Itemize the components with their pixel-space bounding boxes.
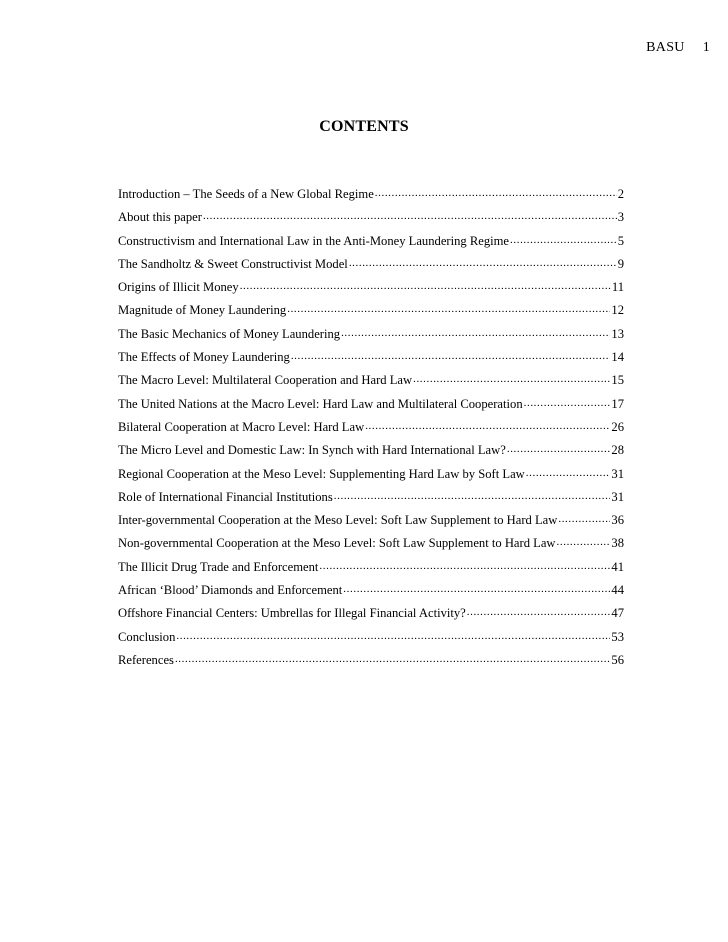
toc-dot-leader (526, 461, 611, 485)
toc-entry[interactable] (118, 626, 624, 649)
toc-entry-title: The United Nations at the Macro Level: Hard Law and Multilateral Cooperation (118, 396, 523, 411)
toc-entry-title: Introduction – The Seeds of a New Global Regime (118, 187, 374, 201)
toc-entry[interactable] (118, 556, 624, 579)
toc-entry-page-number: 9 (617, 256, 624, 271)
toc-entry[interactable] (118, 439, 624, 462)
running-title: BASU (646, 40, 685, 55)
toc-entry-page-number: 17 (611, 396, 624, 411)
toc-entry-title: The Illicit Drug Trade and Enforcement (118, 559, 319, 574)
toc-entry-page-number: 11 (611, 280, 624, 295)
contents-heading: CONTENTS (319, 118, 409, 135)
toc-entry-title: References (118, 652, 174, 667)
toc-entry-title: Origins of Illicit Money (118, 280, 239, 295)
toc-entry-title: The Micro Level and Domestic Law: In Synch with Hard International Law? (118, 443, 506, 458)
toc-dot-leader (176, 624, 610, 648)
toc-dot-leader (291, 344, 611, 368)
toc-entry[interactable] (118, 532, 624, 555)
toc-entry-page-number: 53 (611, 629, 624, 644)
toc-dot-leader (334, 484, 611, 508)
toc-entry[interactable] (118, 206, 624, 229)
toc-dot-leader (507, 437, 611, 461)
toc-entry[interactable] (118, 509, 624, 532)
running-header (646, 40, 710, 56)
toc-entry-page-number: 13 (611, 326, 624, 341)
toc-entry-title: Role of International Financial Institutions (118, 489, 333, 504)
toc-dot-leader (341, 321, 610, 345)
toc-entry-page-number: 47 (611, 606, 624, 621)
toc-dot-leader (240, 274, 611, 298)
toc-entry[interactable] (118, 369, 624, 392)
page-number: 1 (702, 40, 710, 55)
toc-entry-page-number: 31 (611, 489, 624, 504)
table-of-contents (118, 183, 624, 672)
toc-entry-title: The Macro Level: Multilateral Cooperation and Hard Law (118, 373, 413, 388)
toc-entry[interactable] (118, 183, 624, 206)
toc-entry-page-number: 56 (611, 652, 624, 667)
toc-entry[interactable] (118, 602, 624, 625)
toc-dot-leader (349, 251, 617, 275)
toc-dot-leader (375, 181, 617, 205)
toc-entry-page-number: 41 (611, 559, 624, 574)
toc-entry[interactable] (118, 276, 624, 299)
toc-entry-title: The Basic Mechanics of Money Laundering (118, 326, 341, 341)
toc-entry-page-number: 5 (617, 233, 624, 248)
toc-entry[interactable] (118, 416, 624, 439)
toc-entry-page-number: 14 (611, 350, 624, 365)
toc-dot-leader (203, 204, 617, 228)
toc-dot-leader (365, 414, 610, 438)
toc-entry-page-number: 26 (611, 419, 624, 434)
toc-dot-leader (510, 228, 617, 252)
toc-dot-leader (558, 507, 610, 531)
toc-entry-title: Inter-governmental Cooperation at the Meso Level: Soft Law Supplement to Hard Law (118, 513, 558, 528)
toc-dot-leader (343, 577, 610, 601)
toc-entry[interactable] (118, 253, 624, 276)
toc-entry-title: Bilateral Cooperation at Macro Level: Hard Law (118, 419, 365, 434)
toc-entry[interactable] (118, 486, 624, 509)
toc-entry-title: About this paper (118, 210, 202, 225)
toc-entry-title: Non-governmental Cooperation at the Meso Level: Soft Law Supplement to Hard Law (118, 536, 556, 551)
toc-dot-leader (319, 554, 610, 578)
toc-entry-title: The Sandholtz & Sweet Constructivist Model (118, 256, 348, 271)
toc-entry-page-number: 28 (611, 443, 624, 458)
toc-entry-title: Regional Cooperation at the Meso Level: Supplementing Hard Law by Soft Law (118, 466, 525, 481)
toc-entry-page-number: 31 (611, 466, 624, 481)
toc-dot-leader (557, 530, 611, 554)
toc-entry[interactable] (118, 393, 624, 416)
toc-dot-leader (175, 647, 610, 671)
toc-entry[interactable] (118, 299, 624, 322)
toc-entry-page-number: 36 (611, 513, 624, 528)
toc-dot-leader (287, 297, 610, 321)
toc-entry-title: Conclusion (118, 629, 176, 644)
toc-dot-leader (467, 600, 611, 624)
toc-dot-leader (413, 367, 610, 391)
toc-entry[interactable] (118, 346, 624, 369)
toc-entry-page-number: 2 (617, 187, 624, 201)
toc-entry-page-number: 12 (611, 303, 624, 318)
toc-entry[interactable] (118, 463, 624, 486)
toc-entry[interactable] (118, 230, 624, 253)
toc-entry-page-number: 3 (617, 210, 624, 225)
toc-entry[interactable] (118, 323, 624, 346)
toc-entry-title: The Effects of Money Laundering (118, 350, 290, 365)
toc-entry[interactable] (118, 579, 624, 602)
toc-entry[interactable] (118, 649, 624, 672)
toc-entry-title: Magnitude of Money Laundering (118, 303, 287, 318)
toc-entry-page-number: 15 (611, 373, 624, 388)
toc-entry-page-number: 44 (611, 583, 624, 598)
toc-entry-title: Constructivism and International Law in the Anti-Money Laundering Regime (118, 233, 510, 248)
toc-entry-title: African ‘Blood’ Diamonds and Enforcement (118, 583, 343, 598)
toc-entry-title: Offshore Financial Centers: Umbrellas for Illegal Financial Activity? (118, 606, 466, 621)
toc-entry-page-number: 38 (611, 536, 624, 551)
toc-dot-leader (524, 391, 611, 415)
